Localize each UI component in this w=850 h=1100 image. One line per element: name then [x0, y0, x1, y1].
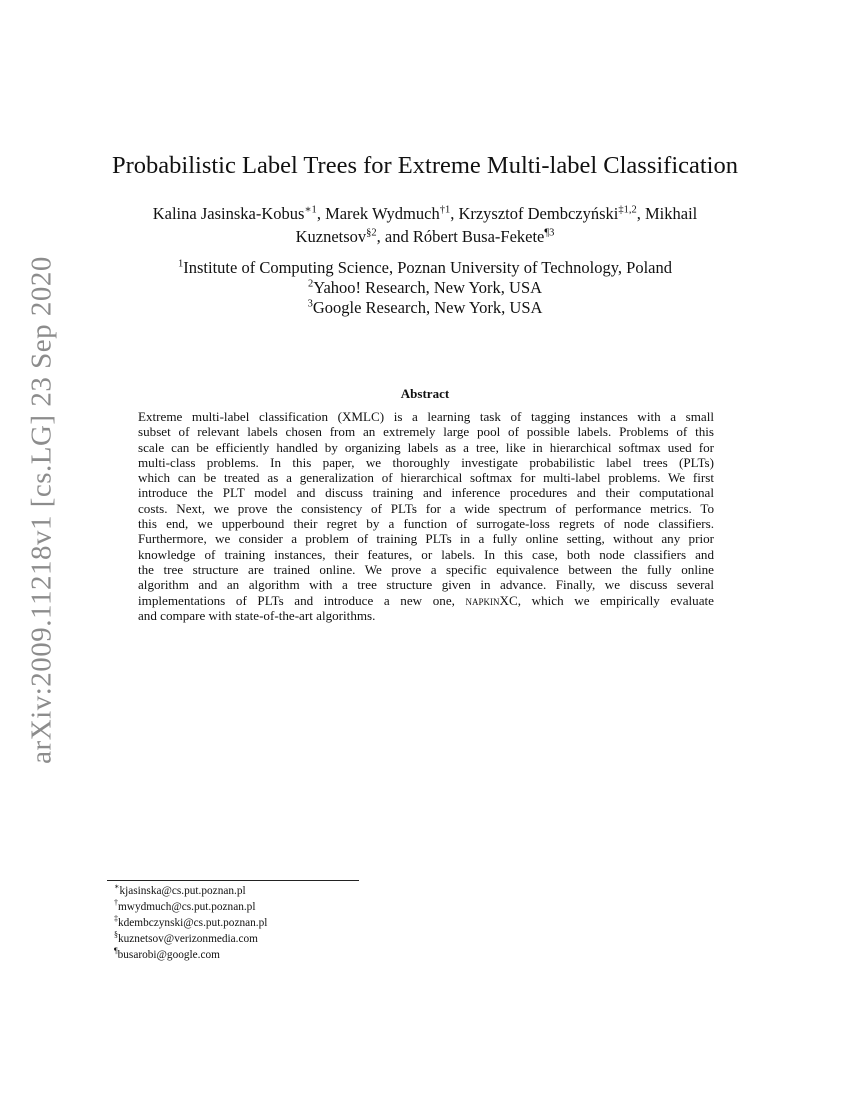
abstract-line: Furthermore, we consider a problem of training PLTs in a fully online setting, without any prior [138, 531, 714, 547]
footnote-mark: † [114, 898, 118, 908]
footnote-mark: ¶ [114, 946, 118, 956]
affiliation-number: 2 [307, 278, 314, 290]
author-line-2: Kuznetsov$^{\S 2}$, and Róbert Busa-Fekete$^{\P 3}$ [295, 227, 555, 246]
abstract-line: algorithm and an algorithm with a tree structure given in advance. Finally, we discuss several [138, 577, 714, 593]
footnote-item [114, 931, 267, 947]
affiliation-item [0, 258, 850, 278]
author-line-1: Kalina Jasinska-Kobus$^{∗1}$, Marek Wydmuch$^{\dagger 1}$, Krzysztof Dembczyński$^{\ddagger 1,2}$, Mikhail [152, 204, 698, 223]
author-list [120, 202, 730, 248]
author-name: Marek Wydmuch [325, 204, 440, 223]
author-footnote-mark: †1 [439, 204, 451, 216]
paper-title: Probabilistic Label Trees for Extreme Multi-label Classification [112, 152, 738, 179]
footnote-separator [107, 880, 359, 881]
software-name-smallcaps: napkin [465, 592, 500, 608]
abstract-line: Extreme multi-label classification (XMLC) is a learning task of tagging instances with a small [138, 409, 714, 424]
footnote-mark: ‡ [114, 914, 118, 924]
footnote-item [114, 883, 267, 899]
abstract-text: implementations of PLTs and introduce a new one, [138, 592, 466, 608]
abstract-line: scale can be efficiently handled by organizing labels as a tree, like in hierarchical softmax used for [138, 439, 714, 455]
footnote-item [114, 899, 267, 915]
author-name: Róbert Busa-Fekete [412, 227, 545, 246]
abstract-line: this end, we upperbound their regret by a function of surrogate-loss regrets of node classifiers. [138, 516, 714, 532]
author-name: Krzysztof Dembczyński [458, 204, 619, 223]
author-footnote-mark: ∗1 [304, 204, 317, 216]
footnote-email: kdembczynski@cs.put.poznan.pl [118, 917, 268, 929]
abstract-line: the tree structure are trained online. We prove a specific equivalence between the fully online [138, 561, 714, 577]
footnote-email: mwydmuch@cs.put.poznan.pl [118, 901, 256, 913]
affiliation-number: 3 [307, 298, 313, 310]
abstract-line: costs. Next, we prove the consistency of PLTs for a wide spectrum of performance metrics. To [138, 500, 714, 516]
affiliation-item [0, 278, 850, 298]
affiliation-text: Institute of Computing Science, Poznan University of Technology, Poland [183, 258, 672, 277]
abstract-line: subset of relevant labels chosen from an extremely large pool of possible labels. Problems of this [138, 424, 714, 440]
author-first-name: Mikhail [645, 204, 698, 223]
arxiv-identifier-stamp: arXiv:2009.11218v1 [cs.LG] 23 Sep 2020 [25, 256, 58, 764]
author-conjunction: and [384, 227, 409, 246]
footnote-item [114, 947, 267, 963]
footnote-email: kjasinska@cs.put.poznan.pl [119, 885, 246, 897]
abstract-line: introduce the PLT model and discuss training and inference procedures and their computational [138, 485, 714, 501]
footnote-email: busarobi@google.com [117, 949, 220, 961]
author-footnote-mark: ¶3 [544, 227, 555, 239]
abstract-line [138, 593, 714, 608]
footnote-mark: ∗ [114, 882, 120, 892]
affiliation-list [0, 258, 850, 318]
abstract-body [138, 409, 714, 623]
author-name: Kalina Jasinska-Kobus [152, 204, 305, 223]
abstract-line: knowledge of training instances, their features, or labels. In this case, both node classifiers and [138, 546, 714, 562]
footnote-email: kuznetsov@verizonmedia.com [118, 933, 258, 945]
author-footnote-mark: ‡1,2 [618, 204, 637, 216]
affiliation-number: 1 [178, 258, 184, 270]
abstract-text: XC, which we empirically evaluate [499, 592, 714, 608]
footnote-list [114, 883, 267, 963]
affiliation-text: Yahoo! Research, New York, USA [313, 278, 543, 297]
footnote-item [114, 915, 267, 931]
author-footnote-mark: §2 [366, 227, 377, 239]
affiliation-text: Google Research, New York, USA [312, 298, 543, 317]
affiliation-item [0, 298, 850, 318]
abstract-line: multi-class problems. In this paper, we thoroughly investigate probabilistic label trees (PLTs) [138, 454, 714, 470]
footnote-mark: § [114, 930, 118, 940]
author-last-name: Kuznetsov [295, 227, 367, 246]
abstract-line: and compare with state-of-the-art algorithms. [138, 607, 376, 623]
abstract-heading: Abstract [400, 386, 450, 401]
abstract-line: which can be treated as a generalization of hierarchical softmax for multi-label problems. We first [138, 470, 714, 486]
